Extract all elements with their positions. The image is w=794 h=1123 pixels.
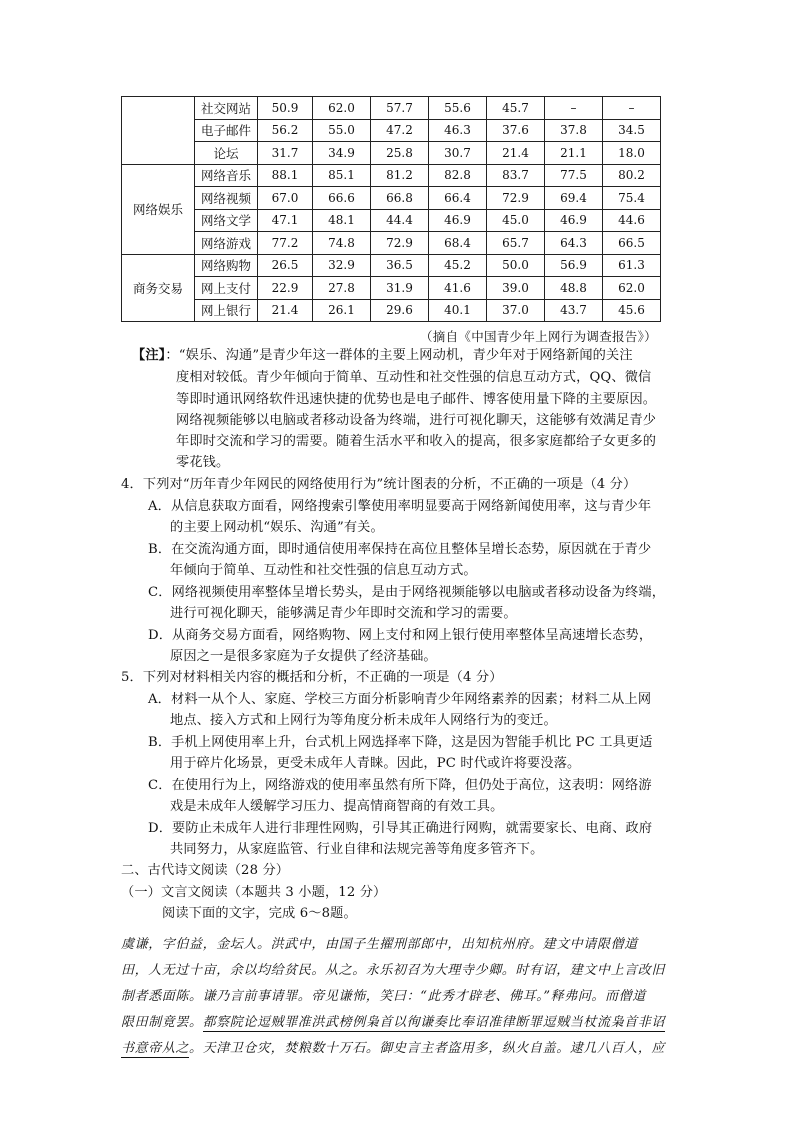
value-cell: 47.2 — [371, 119, 429, 142]
value-cell: 72.9 — [371, 232, 429, 255]
value-cell: 68.4 — [429, 232, 487, 255]
note-label: 【注】 — [132, 348, 166, 363]
value-cell: 64.3 — [545, 232, 603, 255]
table-row — [122, 164, 661, 187]
item-cell: 网上支付 — [195, 277, 258, 300]
item-cell: 网络视频 — [195, 187, 258, 210]
value-cell: 47.1 — [258, 209, 313, 232]
note-line-6: 零花钱。 — [176, 455, 230, 470]
item-cell: 网上银行 — [195, 299, 258, 322]
value-cell: 50.0 — [487, 254, 545, 277]
value-cell: 31.9 — [371, 277, 429, 300]
value-cell: 37.0 — [487, 299, 545, 322]
value-cell: 44.6 — [603, 209, 661, 232]
value-cell: 26.5 — [258, 254, 313, 277]
value-cell: 39.0 — [487, 277, 545, 300]
passage-line-2: 田，人无过十亩，余以均给贫民。从之。永乐初召为大理寺少卿。时有诏，建文中上言改旧 — [121, 963, 666, 978]
table-row — [122, 232, 661, 255]
value-cell: 66.4 — [429, 187, 487, 210]
q4-option-c-line-1: C．网络视频使用率整体呈增长势头，是由于网络视频能够以电脑或者移动设备为终端， — [148, 585, 666, 600]
category-cell — [122, 97, 195, 165]
value-cell: 61.3 — [603, 254, 661, 277]
q4-option-a-line-2: 的主要上网动机“娱乐、沟通”有关。 — [170, 520, 384, 535]
value-cell: 77.2 — [258, 232, 313, 255]
value-cell: 62.0 — [313, 97, 371, 120]
value-cell: 26.1 — [313, 299, 371, 322]
value-cell: 46.9 — [545, 209, 603, 232]
value-cell: 46.3 — [429, 119, 487, 142]
value-cell: 82.8 — [429, 164, 487, 187]
passage-line-3: 制者悉面陈。谦乃言前事请罪。帝见谦怖，笑曰：“此秀才辟老、佛耳。”释弗问。而僧道 — [121, 989, 646, 1004]
passage-line-1: 虞谦，字伯益，金坛人。洪武中，由国子生擢刑部郎中，出知杭州府。建文中请限僧道 — [121, 937, 638, 952]
value-cell: 34.9 — [313, 142, 371, 165]
value-cell: 72.9 — [487, 187, 545, 210]
value-cell: 34.5 — [603, 119, 661, 142]
q4-option-d-line-1: D．从商务交易方面看，网络购物、网上支付和网上银行使用率整体呈高速增长态势， — [148, 628, 653, 643]
value-cell: 66.8 — [371, 187, 429, 210]
section-2-subtitle: （一）文言文阅读（本题共 3 小题，12 分） — [121, 885, 387, 900]
value-cell: 45.6 — [603, 299, 661, 322]
value-cell: 50.9 — [258, 97, 313, 120]
q5-option-a-line-2: 地点、接入方式和上网行为等角度分析未成年人网络行为的变迁。 — [170, 713, 557, 728]
value-cell: 66.6 — [313, 187, 371, 210]
value-cell: 36.5 — [371, 254, 429, 277]
value-cell: 85.1 — [313, 164, 371, 187]
underlined-sentence: 都察院论逗贼罪准洪武榜例枭首以徇谦奏比奉诏准律断罪逗贼当杖流枭首非诏 — [202, 1015, 666, 1030]
q5-option-d-line-1: D．要防止未成年人进行非理性网购，引导其正确进行网购，就需要家长、电商、政府 — [148, 821, 653, 836]
value-cell: 18.0 — [603, 142, 661, 165]
value-cell: 88.1 — [258, 164, 313, 187]
item-cell: 电子邮件 — [195, 119, 258, 142]
value-cell: 48.8 — [545, 277, 603, 300]
note-line-4: 网络视频能够以电脑或者移动设备为终端，进行可视化聊天，这能够有效满足青少 — [176, 413, 657, 428]
q4-option-a-line-1: A．从信息获取方面看，网络搜索引擎使用率明显要高于网络新闻使用率，这与青少年 — [148, 499, 652, 514]
value-cell: 25.8 — [371, 142, 429, 165]
value-cell: 55.0 — [313, 119, 371, 142]
value-cell: 30.7 — [429, 142, 487, 165]
value-cell: 74.8 — [313, 232, 371, 255]
table-source: （摘自《中国青少年上网行为调查报告》） — [420, 329, 657, 344]
value-cell: 45.7 — [487, 97, 545, 120]
value-cell: 21.4 — [487, 142, 545, 165]
note-line-3: 等即时通讯网络软件迅速快捷的优势也是电子邮件、博客使用量下降的主要原因。 — [176, 392, 657, 407]
value-cell: – — [603, 97, 661, 120]
q4-option-b-line-2: 年倾向于简单、互动性和社交性强的信息互动方式。 — [170, 563, 477, 578]
value-cell: 57.7 — [371, 97, 429, 120]
item-cell: 论坛 — [195, 142, 258, 165]
table-row — [122, 142, 661, 165]
reading-instruction: 阅读下面的文字，完成 6～8题。 — [162, 906, 357, 921]
underlined-sentence-end: 书意帝从之 — [121, 1041, 190, 1056]
value-cell: 22.9 — [258, 277, 313, 300]
value-cell: 21.4 — [258, 299, 313, 322]
question-4-stem: 4．下列对“历年青少年网民的网络使用行为”统计图表的分析，不正确的一项是（4 分） — [121, 477, 637, 492]
value-cell: 32.9 — [313, 254, 371, 277]
q4-option-b-line-1: B．在交流沟通方面，即时通信使用率保持在高位且整体呈增长态势，原因就在于青少 — [148, 542, 652, 557]
value-cell: – — [545, 97, 603, 120]
q4-option-c-line-2: 进行可视化聊天，能够满足青少年即时交流和学习的需要。 — [170, 606, 517, 621]
value-cell: 45.0 — [487, 209, 545, 232]
item-cell: 网络音乐 — [195, 164, 258, 187]
value-cell: 55.6 — [429, 97, 487, 120]
table-row — [122, 209, 661, 232]
value-cell: 83.7 — [487, 164, 545, 187]
category-cell: 网络娱乐 — [122, 164, 195, 254]
note-line-1: 【注】：“娱乐、沟通”是青少年这一群体的主要上网动机，青少年对于网络新闻的关注 — [132, 348, 633, 363]
passage-line-4: 限田制竟罢。都察院论逗贼罪准洪武榜例枭首以徇谦奏比奉诏准律断罪逗贼当杖流枭首非诏 — [121, 1015, 666, 1030]
value-cell: 67.0 — [258, 187, 313, 210]
value-cell: 69.4 — [545, 187, 603, 210]
q4-option-d-line-2: 原因之一是很多家庭为子女提供了经济基础。 — [170, 649, 437, 664]
value-cell: 21.1 — [545, 142, 603, 165]
category-cell: 商务交易 — [122, 254, 195, 322]
table-row — [122, 277, 661, 300]
q5-option-b-line-2: 用于碎片化场景，更受未成年人青睐。因此，PC 时代或许将要没落。 — [170, 756, 581, 771]
q5-option-d-line-2: 共同努力，从家庭监管、行业自律和法规完善等角度多管齐下。 — [170, 842, 544, 857]
value-cell: 81.2 — [371, 164, 429, 187]
passage-line-5: 书意帝从之。天津卫仓灾，焚粮数十万石。御史言主者盗用多，纵火自盖。逮几八百人，应 — [121, 1041, 666, 1056]
item-cell: 网络文学 — [195, 209, 258, 232]
usage-statistics-table — [121, 96, 661, 322]
table-row — [122, 187, 661, 210]
item-cell: 网络游戏 — [195, 232, 258, 255]
table-row — [122, 97, 661, 120]
table-row — [122, 254, 661, 277]
item-cell: 网络购物 — [195, 254, 258, 277]
value-cell: 29.6 — [371, 299, 429, 322]
value-cell: 45.2 — [429, 254, 487, 277]
value-cell: 31.7 — [258, 142, 313, 165]
q5-option-c-line-2: 戏是未成年人缓解学习压力、提高情商智商的有效工具。 — [170, 799, 504, 814]
value-cell: 80.2 — [603, 164, 661, 187]
table-row — [122, 299, 661, 322]
value-cell: 66.5 — [603, 232, 661, 255]
value-cell: 62.0 — [603, 277, 661, 300]
value-cell: 75.4 — [603, 187, 661, 210]
value-cell: 56.9 — [545, 254, 603, 277]
value-cell: 46.9 — [429, 209, 487, 232]
value-cell: 37.8 — [545, 119, 603, 142]
section-2-title: 二、古代诗文阅读（28 分） — [121, 863, 290, 878]
value-cell: 65.7 — [487, 232, 545, 255]
value-cell: 43.7 — [545, 299, 603, 322]
value-cell: 41.6 — [429, 277, 487, 300]
note-line-2: 度相对较低。青少年倾向于简单、互动性和社交性强的信息互动方式，QQ、微信 — [176, 370, 652, 385]
value-cell: 37.6 — [487, 119, 545, 142]
question-5-stem: 5．下列对材料相关内容的概括和分析，不正确的一项是（4 分） — [121, 670, 503, 685]
note-line-5: 年即时交流和学习的需要。随着生活水平和收入的提高，很多家庭都给子女更多的 — [176, 434, 657, 449]
item-cell: 社交网站 — [195, 97, 258, 120]
value-cell: 40.1 — [429, 299, 487, 322]
q5-option-b-line-1: B．手机上网使用率上升，台式机上网选择率下降，这是因为智能手机比 PC 工具更适 — [148, 735, 653, 750]
value-cell: 27.8 — [313, 277, 371, 300]
table-row — [122, 119, 661, 142]
value-cell: 56.2 — [258, 119, 313, 142]
value-cell: 48.1 — [313, 209, 371, 232]
value-cell: 77.5 — [545, 164, 603, 187]
value-cell: 44.4 — [371, 209, 429, 232]
q5-option-c-line-1: C．在使用行为上，网络游戏的使用率虽然有所下降，但仍处于高位，这表明：网络游 — [148, 778, 652, 793]
q5-option-a-line-1: A．材料一从个人、家庭、学校三方面分析影响青少年网络素养的因素；材料二从上网 — [148, 692, 652, 707]
